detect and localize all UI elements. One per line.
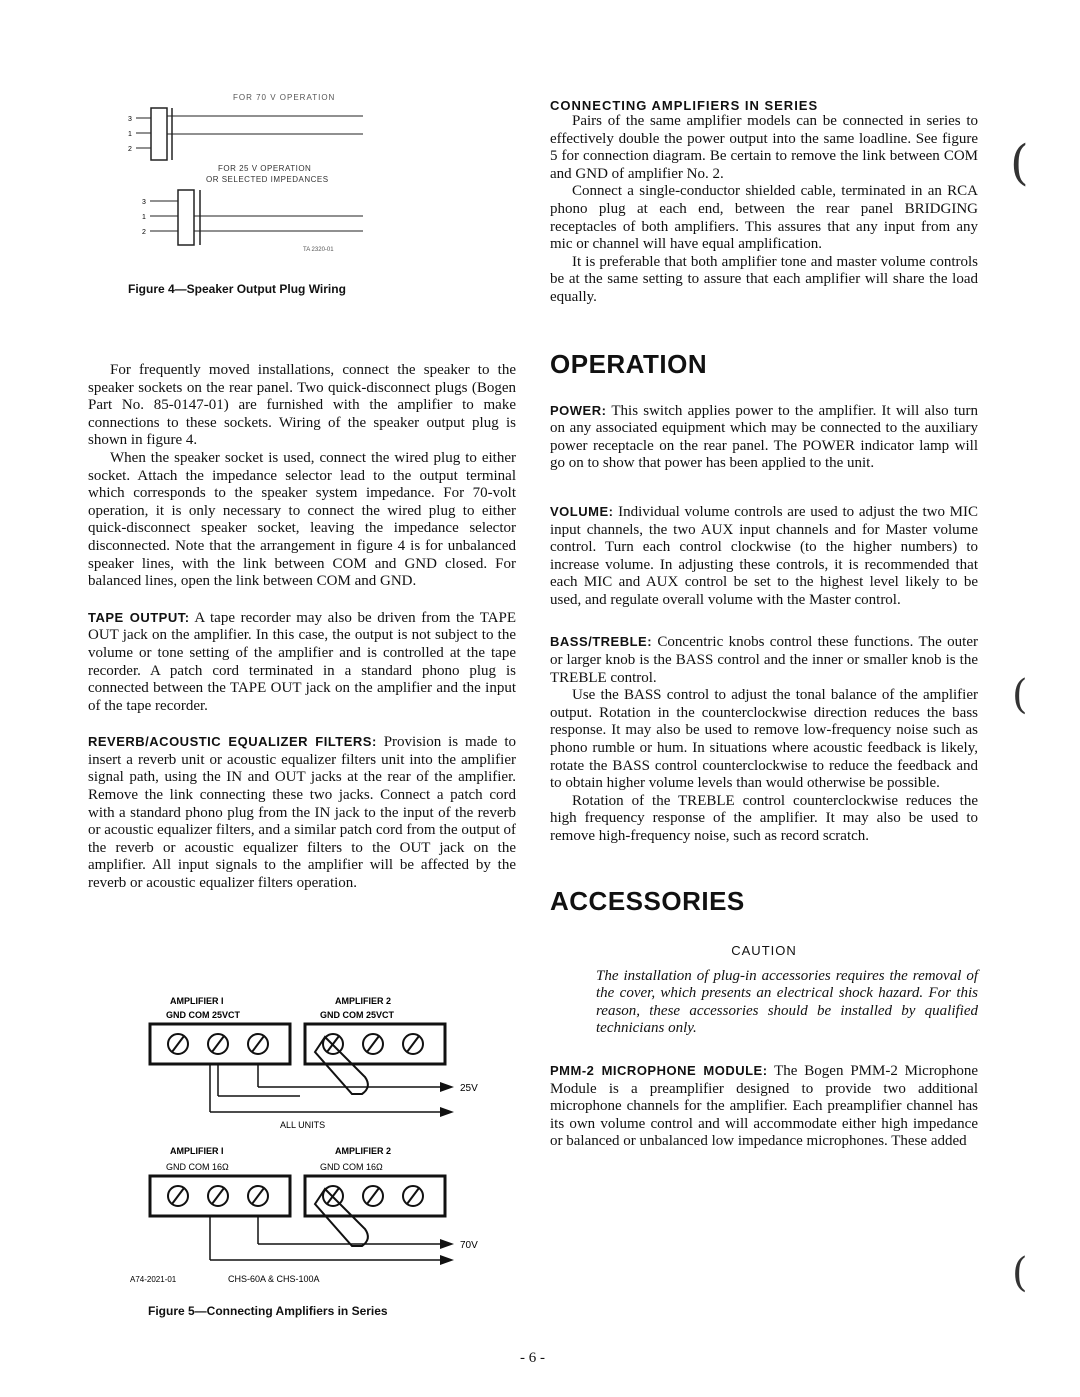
accessories-heading: ACCESSORIES <box>550 885 745 916</box>
right-column-text <box>550 98 978 1151</box>
caution-text: The installation of plug-in accessories requires the removal of the cover, which presents an electrical shock hazard. For this reason, these accessories should be installed by qualified technicians only. <box>596 967 978 1037</box>
series-connection-diagram <box>130 992 510 1297</box>
figure-4-caption: Figure 4—Speaker Output Plug Wiring <box>128 282 346 296</box>
figure-5 <box>130 992 510 1318</box>
svg-text:2: 2 <box>142 229 146 236</box>
power-text: This switch applies power to the amplifier. It will also turn on any associated equipment which may be connected to the auxiliary power receptacle on the rear panel. The POWER indicator lamp will go on to show that power has been applied to the unit. <box>550 402 978 472</box>
label-25v: 25V <box>460 1083 478 1094</box>
paragraph-speaker-sockets: For frequently moved installations, connect the speaker to the speaker sockets on the rear panel. Two quick-disconnect plugs (Bogen Part No. 85-0147-01) are furnished with the amplifier to make connections to these sockets. Wiring of the speaker output plug is shown in figure 4. <box>88 362 516 449</box>
paragraph-pmm2 <box>550 1062 978 1151</box>
series-heading: CONNECTING AMPLIFIERS IN SERIES <box>550 98 819 113</box>
svg-text:3: 3 <box>128 116 132 123</box>
pmm2-heading: PMM-2 MICROPHONE MODULE: <box>550 1062 768 1078</box>
paragraph-series-3: It is preferable that both amplifier tone and master volume controls be at the same setting to assure that each amplifier will share the load equally. <box>550 253 978 305</box>
left-column-text <box>88 362 516 893</box>
amp1-terminals-bottom: GND COM 16Ω <box>166 1162 229 1172</box>
svg-text:1: 1 <box>142 214 146 221</box>
reverb-heading: REVERB/ACOUSTIC EQUALIZER FILTERS: <box>88 734 377 750</box>
amp2-label-top: AMPLIFIER 2 <box>335 996 392 1006</box>
amp1-label-top: AMPLIFIER I <box>170 996 224 1006</box>
bass-treble-heading: BASS/TREBLE: <box>550 634 653 650</box>
tape-output-heading: TAPE OUTPUT: <box>88 609 190 625</box>
amp2-terminals-bottom: GND COM 16Ω <box>320 1162 383 1172</box>
paragraph-power <box>550 402 978 473</box>
fig5-code: A74-2021-01 <box>130 1275 177 1284</box>
svg-text:2: 2 <box>128 146 132 153</box>
paragraph-volume <box>550 503 978 610</box>
amp1-terminals-top: GND COM 25VCT <box>166 1010 241 1020</box>
svg-text:1: 1 <box>128 131 132 138</box>
paragraph-reverb <box>88 733 516 892</box>
bass-treble-text: Concentric knobs control these functions. The outer or larger knob is the BASS control and the inner or smaller knob is the TREBLE control. <box>550 634 978 686</box>
svg-text:3: 3 <box>142 199 146 206</box>
paragraph-series-2: Connect a single-conductor shielded cable, terminated in an RCA phono plug at each end, between the rear panel BRIDGING receptacles of both amplifiers. This assures that any input from any mic or channel will have equal amplification. <box>550 183 978 253</box>
volume-text: Individual volume controls are used to adjust the two MIC input channels, the two AUX input channels and for Master volume control. Turn each control clockwise (to the higher numbers) to increase volume. In adjusting these controls, it is recommended that each MIC and AUX control be set to the highest level likely to be used, and regulate overall volume with the Master control. <box>550 503 978 608</box>
fig4-label-70v: FOR 70 V OPERATION <box>233 93 336 102</box>
paragraph-treble: Rotation of the TREBLE control counterclockwise reduces the high frequency response of the amplifier. It may also be used to remove high-frequency noise, such as record scratch. <box>550 792 978 844</box>
power-heading: POWER: <box>550 402 607 418</box>
page-number: - 6 - <box>520 1350 545 1366</box>
binding-mark: ( <box>1010 135 1029 191</box>
label-70v: 70V <box>460 1240 478 1251</box>
amp2-label-bottom: AMPLIFIER 2 <box>335 1146 392 1156</box>
fig4-code: TA 2320-01 <box>303 247 334 253</box>
paragraph-bass-treble <box>550 633 978 687</box>
fig5-models: CHS-60A & CHS-100A <box>228 1274 320 1284</box>
operation-heading: OPERATION <box>550 348 708 379</box>
figure-5-caption: Figure 5—Connecting Amplifiers in Series <box>148 1304 388 1318</box>
paragraph-bass: Use the BASS control to adjust the tonal balance of the amplifier output. Rotation in the counterclockwise direction reduces the bass response. It may also be used to remove low-frequency noise such as phono rumble or hum. In situations where acoustic feedback is likely, rotate the BASS control counterclockwise to reduce the feedback and to obtain higher volume levels than would otherwise be possible. <box>550 687 978 792</box>
reverb-text: Provision is made to insert a reverb unit or acoustic equalizer filters unit into the amplifier signal path, using the IN and OUT jacks at the rear of the amplifier. Remove the link connecting these two jacks. Connect a patch cord with a standard phono plug from the IN jack to the input of the reverb or acoustic equalizer filters, and a similar patch cord from the output of the reverb or acoustic equalizer filters to the OUT jack on the amplifier. All input signals to the amplifier will be affected by the reverb or acoustic equalizer filters operation. <box>88 734 516 892</box>
amp1-label-bottom: AMPLIFIER I <box>170 1146 224 1156</box>
paragraph-tape-output <box>88 609 516 716</box>
amp2-terminals-top: GND COM 25VCT <box>320 1010 395 1020</box>
paragraph-wired-plug: When the speaker socket is used, connect the wired plug to either socket. Attach the impedance selector lead to the output terminal which corresponds to the speaker system impedance. For 70-volt operation, it is only necessary to connect the wired plug to either quick-disconnect speaker socket, leaving the impedance selector disconnected. Note that the arrangement in figure 4 is for unbalanced speaker lines, with the link between COM and GND closed. For balanced lines, open the link between COM and GND. <box>88 449 516 590</box>
paragraph-series-1: Pairs of the same amplifier models can be connected in series to effectively double the power output into the same loadline. See figure 5 for connection diagram. Be certain to remove the link between COM and GND of amplifier No. 2. <box>550 113 978 182</box>
tape-output-text: A tape recorder may also be driven from the TAPE OUT jack on the amplifier. In this case, the output is not subject to the volume or tone setting of the amplifier and is controlled at the tape recorder. A patch cord terminated in a standard phono plug is connected between the TAPE OUT jack on the amplifier and the input of the tape recorder. <box>88 609 516 714</box>
pmm2-text: The Bogen PMM-2 Microphone Module is a preamplifier designed to provide two additional microphone channels for the amplifier. Each preamplifier channel has its own volume control and will accommodate either high impedance or balanced or unbalanced low impedance microphones. These added <box>550 1062 978 1150</box>
volume-heading: VOLUME: <box>550 503 614 519</box>
fig4-label-25v: FOR 25 V OPERATION <box>218 164 312 173</box>
all-units-label: ALL UNITS <box>280 1120 326 1130</box>
binding-mark: ( <box>1012 672 1028 718</box>
figure-4 <box>88 88 516 303</box>
binding-mark: ( <box>1012 1250 1028 1296</box>
speaker-plug-wiring-diagram <box>88 88 516 268</box>
caution-heading: CAUTION <box>731 942 797 958</box>
fig4-label-impedance: OR SELECTED IMPEDANCES <box>206 175 329 184</box>
